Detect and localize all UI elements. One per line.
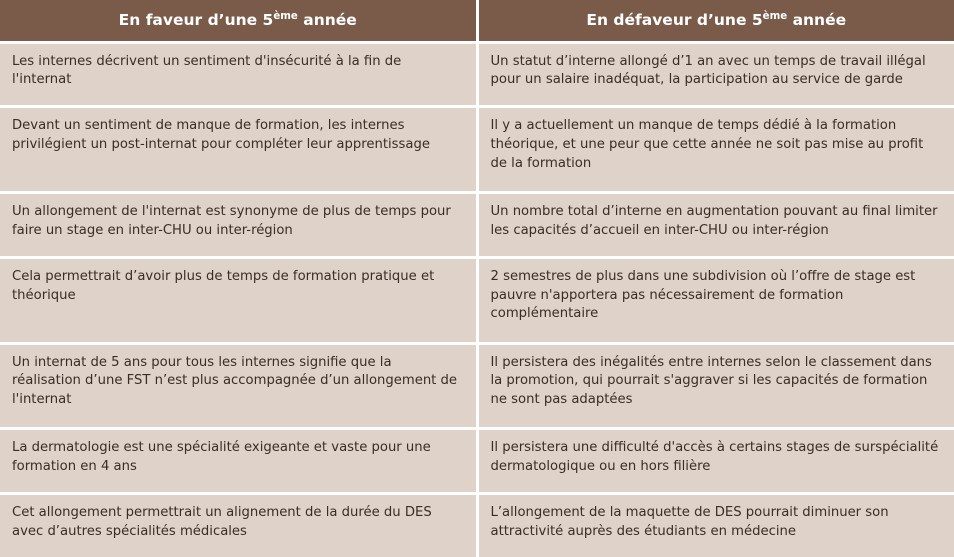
header-row bbox=[0, 0, 954, 42]
table-row bbox=[0, 343, 954, 429]
cell-con: Il persistera une difficulté d'accès à certains stages de surspécialité dermatologique ou en hors filière bbox=[477, 429, 954, 494]
column-header-pro-prefix: En faveur d’une 5 bbox=[118, 11, 274, 30]
cell-con: L’allongement de la maquette de DES pourrait diminuer son attractivité auprès des étudiants en médecine bbox=[477, 494, 954, 557]
cell-con: Un statut d’interne allongé d’1 an avec un temps de travail illégal pour un salaire inadéquat, la participation au service de garde bbox=[477, 42, 954, 107]
cell-pro: Cet allongement permettrait un alignement de la durée du DES avec d’autres spécialités médicales bbox=[0, 494, 477, 557]
cell-pro: Les internes décrivent un sentiment d'insécurité à la fin de l'internat bbox=[0, 42, 477, 107]
column-header-con-sup: ème bbox=[762, 11, 788, 23]
table-row bbox=[0, 42, 954, 107]
table-header bbox=[0, 0, 954, 42]
cell-pro: Cela permettrait d’avoir plus de temps de formation pratique et théorique bbox=[0, 257, 477, 343]
column-header-pro-sup: ème bbox=[273, 11, 298, 23]
table-row bbox=[0, 107, 954, 193]
table-row bbox=[0, 257, 954, 343]
column-header-con bbox=[477, 0, 954, 42]
column-header-pro bbox=[0, 0, 477, 42]
cell-pro: Un internat de 5 ans pour tous les internes signifie que la réalisation d’une FST n’est plus accompagnée d’un allongement de l'internat bbox=[0, 343, 477, 429]
cell-pro: Un allongement de l'internat est synonyme de plus de temps pour faire un stage en inter-CHU ou inter-région bbox=[0, 193, 477, 258]
column-header-pro-suffix: année bbox=[297, 11, 357, 30]
cell-con: Il persistera des inégalités entre internes selon le classement dans la promotion, qui pourrait s'aggraver si les capacités de formation ne sont pas adaptées bbox=[477, 343, 954, 429]
table-row bbox=[0, 494, 954, 557]
cell-con: Il y a actuellement un manque de temps dédié à la formation théorique, et une peur que cette année ne soit pas mise au profit de la formation bbox=[477, 107, 954, 193]
table-body bbox=[0, 42, 954, 557]
cell-con: Un nombre total d’interne en augmentation pouvant au final limiter les capacités d’accueil en inter-CHU ou inter-région bbox=[477, 193, 954, 258]
cell-pro: Devant un sentiment de manque de formation, les internes privilégient un post-internat pour compléter leur apprentissage bbox=[0, 107, 477, 193]
table-row bbox=[0, 429, 954, 494]
column-header-con-prefix: En défaveur d’une 5 bbox=[586, 11, 763, 30]
cell-con: 2 semestres de plus dans une subdivision où l’offre de stage est pauvre n'apportera pas nécessairement de formation complémentaire bbox=[477, 257, 954, 343]
table-row bbox=[0, 193, 954, 258]
cell-pro: La dermatologie est une spécialité exigeante et vaste pour une formation en 4 ans bbox=[0, 429, 477, 494]
column-header-con-suffix: année bbox=[787, 11, 847, 30]
